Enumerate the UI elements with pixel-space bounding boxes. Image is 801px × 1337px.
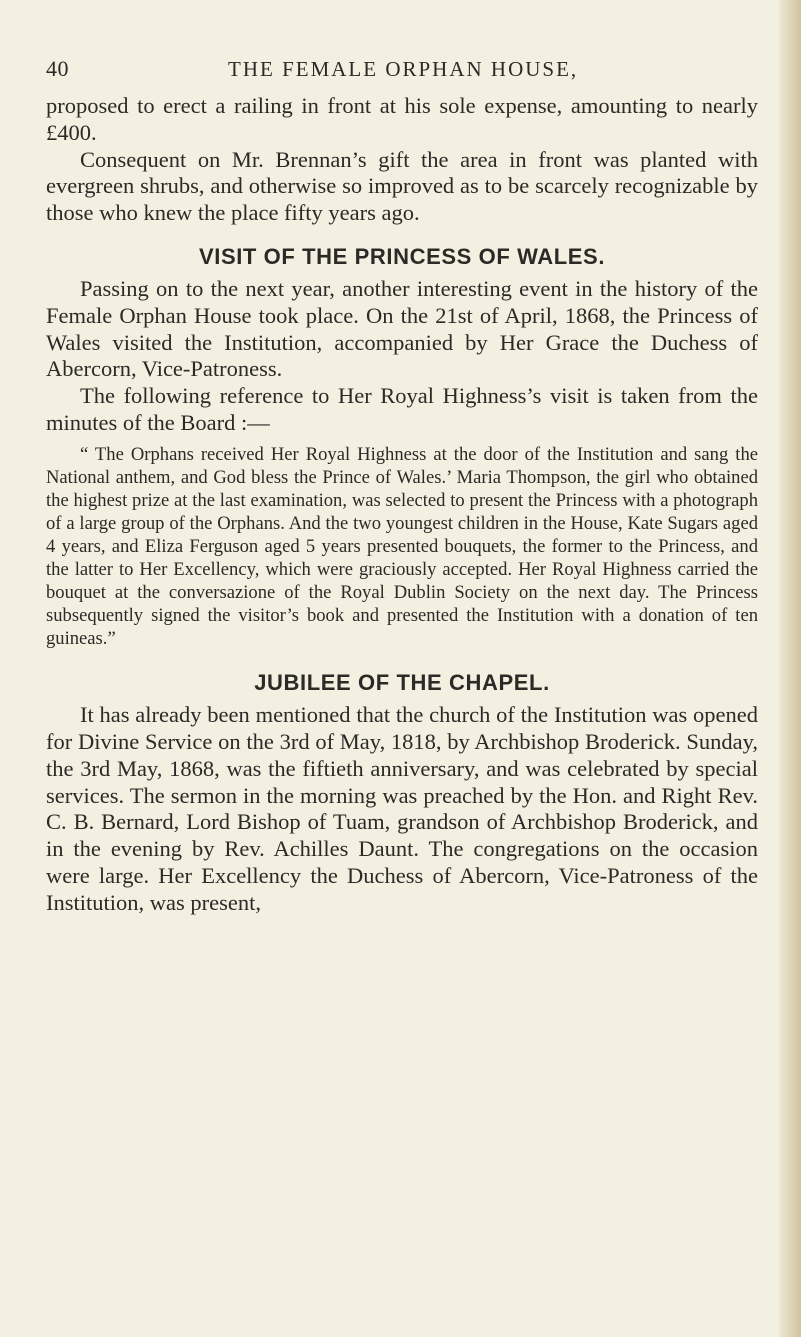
section-heading-jubilee: JUBILEE OF THE CHAPEL. — [254, 670, 550, 696]
minutes-quotation: “ The Orphans received Her Royal Highness at the door of the Institution and sang the National anthem, and God bless the Prince of Wales.’ Maria Thompson, the girl who obtained the highest prize at the last examination, was selected to present the Princess with a photograph of a large group of the Orphans. And the two youngest children in the House, Kate Sugars aged 4 years, and Eliza Ferguson aged 5 years presented bouquets, the former to the Princess, and the latter to Her Excellency, which were graciously accepted. Her Royal Highness carried the bouquet at the conversazione of the Royal Dublin Society on the next day. The Princess subsequently signed the visitor’s book and presented the Institution with a donation of ten guineas.” — [46, 443, 758, 650]
page-number: 40 — [46, 56, 69, 81]
book-page — [46, 56, 758, 917]
running-head — [46, 56, 758, 92]
paragraph-jubilee: It has already been mentioned that the church of the Institution was opened for Divine Service on the 3rd of May, 1818, by Archbishop Broderick. Sunday, the 3rd May, 1868, was the fiftieth anniversary, and was celebrated by special services. The sermon in the morning was preached by the Hon. and Right Rev. C. B. Bernard, Lord Bishop of Tuam, grandson of Archbishop Broderick, and in the evening by Rev. Achilles Daunt. The congregations on the occasion were large. Her Excellency the Duchess of Abercorn, Vice-Patroness of the Institution, was present, — [46, 702, 758, 915]
paragraph-minutes-intro: The following reference to Her Royal Highness’s visit is taken from the minutes of the Board :— — [46, 383, 758, 435]
section-heading-visit: VISIT OF THE PRINCESS OF WALES. — [198, 243, 606, 269]
running-title: THE FEMALE ORPHAN HOUSE, — [228, 57, 579, 81]
paragraph-railing: proposed to erect a railing in front at his sole expense, amounting to nearly £400. — [46, 93, 758, 145]
paragraph-evergreen: Consequent on Mr. Brennan’s gift the area in front was planted with evergreen shrubs, and otherwise so improved as to be scarcely recognizable by those who knew the place fifty years ago. — [46, 146, 758, 226]
paragraph-visit: Passing on to the next year, another interesting event in the history of the Female Orphan House took place. On the 21st of April, 1868, the Princess of Wales visited the Institution, accompanied by Her Grace the Duchess of Abercorn, Vice-Patroness. — [46, 275, 758, 382]
page-edge-shadow — [779, 0, 801, 1337]
